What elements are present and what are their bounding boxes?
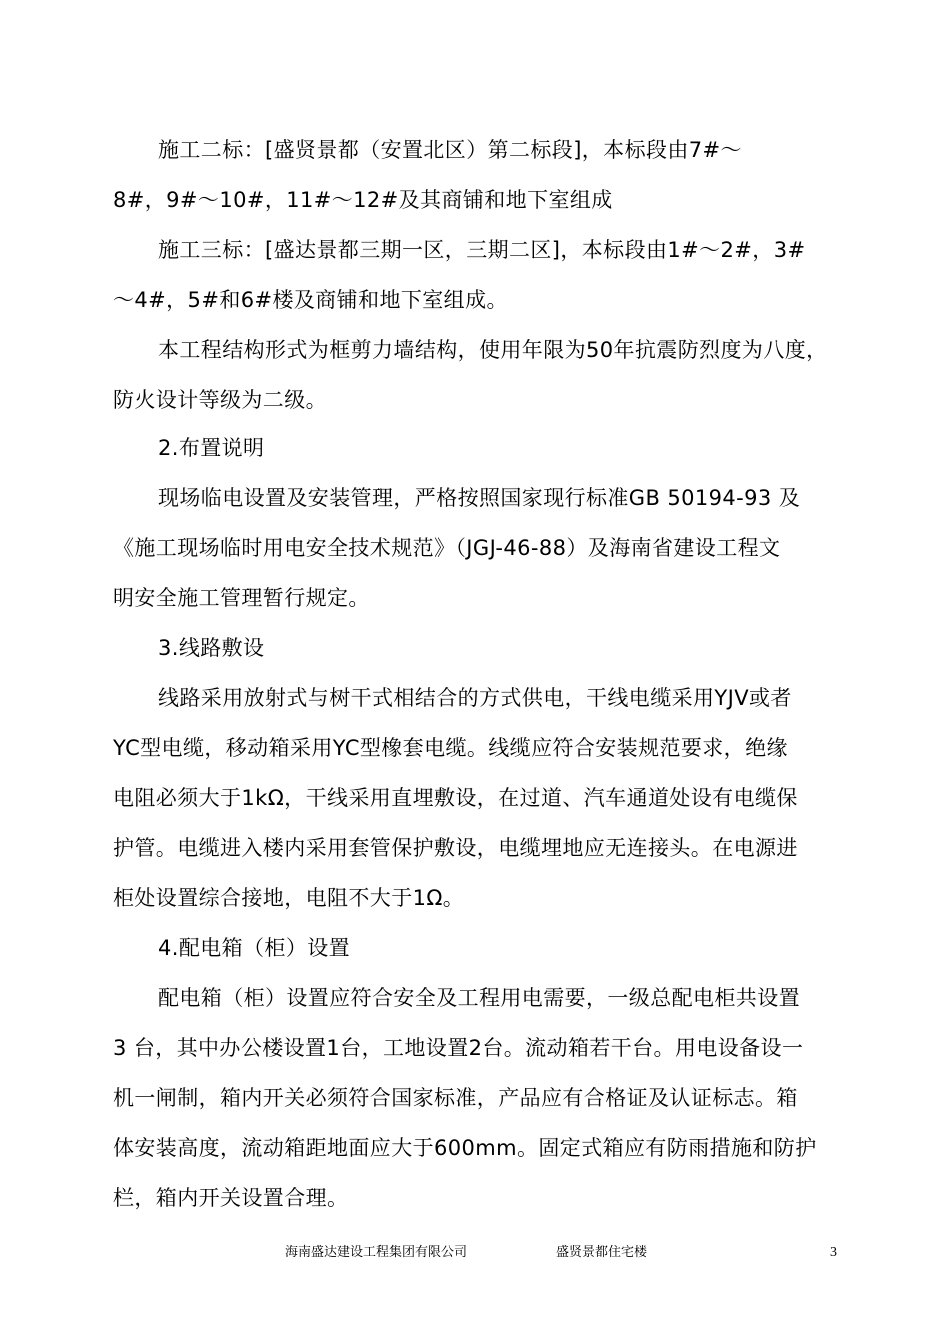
paragraph-line: 本工程结构形式为框剪力墙结构，使用年限为50年抗震防烈度为八度， [158,338,828,362]
paragraph-line: 8#，9#～10#，11#～12#及其商铺和地下室组成 [113,188,613,212]
section-heading: 3.线路敷设 [158,636,265,660]
paragraph-line: YC型电缆，移动箱采用YC型橡套电缆。线缆应符合安装规范要求，绝缘 [113,736,788,760]
paragraph-line: 明安全施工管理暂行规定。 [113,586,370,610]
paragraph-line: 栏，箱内开关设置合理。 [113,1186,349,1210]
paragraph-line: ～4#，5#和6#楼及商铺和地下室组成。 [113,288,508,312]
paragraph-line: 《施工现场临时用电安全技术规范》（JGJ-46-88）及海南省建设工程文 [113,536,781,560]
paragraph-line: 体安装高度，流动箱距地面应大于600mm。固定式箱应有防雨措施和防护 [113,1136,817,1160]
paragraph-line: 防火设计等级为二级。 [113,388,327,412]
paragraph-line: 现场临电设置及安装管理，严格按照国家现行标准GB 50194-93 及 [158,486,801,510]
paragraph-line: 配电箱（柜）设置应符合安全及工程用电需要，一级总配电柜共设置 [158,986,800,1010]
paragraph-line: 施工三标：[盛达景都三期一区，三期二区]，本标段由1#～2#，3# [158,238,806,262]
footer-company-name: 海南盛达建设工程集团有限公司 [285,1245,468,1260]
paragraph-line: 3 台，其中办公楼设置1台，工地设置2台。流动箱若干台。用电设备设一 [113,1036,804,1060]
paragraph-line: 机一闸制，箱内开关必须符合国家标准，产品应有合格证及认证标志。箱 [113,1086,798,1110]
paragraph-line: 护管。电缆进入楼内采用套管保护敷设，电缆埋地应无连接头。在电源进 [113,836,798,860]
footer-project-name: 盛贤景都住宅楼 [556,1245,648,1260]
footer-page-number: 3 [830,1245,837,1260]
paragraph-line: 线路采用放射式与树干式相结合的方式供电，干线电缆采用YJV或者 [158,686,792,710]
section-heading: 2.布置说明 [158,436,265,460]
paragraph-line: 柜处设置综合接地，电阻不大于1Ω。 [113,886,465,910]
paragraph-line: 电阻必须大于1kΩ，干线采用直埋敷设，在过道、汽车通道处设有电缆保 [113,786,798,810]
section-heading: 4.配电箱（柜）设置 [158,936,351,960]
paragraph-line: 施工二标：[盛贤景都（安置北区）第二标段]，本标段由7#～ [158,138,742,162]
